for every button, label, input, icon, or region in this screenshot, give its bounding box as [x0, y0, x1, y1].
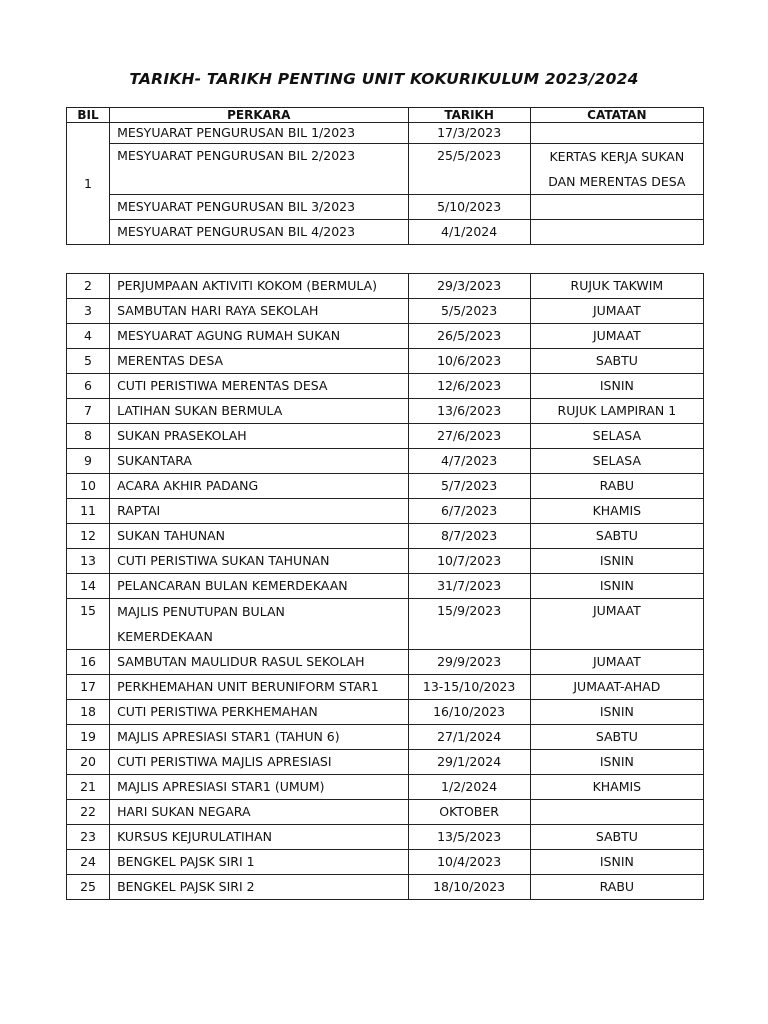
cell-perkara: SAMBUTAN MAULIDUR RASUL SEKOLAH	[110, 650, 408, 675]
table-row	[67, 524, 704, 549]
table-row	[67, 299, 704, 324]
table-row	[67, 424, 704, 449]
table-row	[67, 474, 704, 499]
cell-bil: 23	[67, 825, 110, 850]
cell-catatan: ISNIN	[530, 850, 703, 875]
cell-perkara: SUKAN TAHUNAN	[110, 524, 408, 549]
cell-catatan: ISNIN	[530, 549, 703, 574]
cell-catatan: SELASA	[530, 424, 703, 449]
perkara-line-2: KEMERDEKAAN	[117, 629, 213, 644]
cell-bil: 11	[67, 499, 110, 524]
cell-perkara: MERENTAS DESA	[110, 349, 408, 374]
cell-perkara: PERJUMPAAN AKTIVITI KOKOM (BERMULA)	[110, 274, 408, 299]
header-catatan: CATATAN	[530, 108, 703, 123]
table-header-row	[67, 108, 704, 123]
cell-bil: 12	[67, 524, 110, 549]
table-row	[67, 274, 704, 299]
cell-tarikh: 27/1/2024	[408, 725, 530, 750]
cell-bil: 3	[67, 299, 110, 324]
table-row	[67, 144, 704, 195]
cell-perkara: MAJLIS APRESIASI STAR1 (UMUM)	[110, 775, 408, 800]
cell-bil: 22	[67, 800, 110, 825]
cell-tarikh: 1/2/2024	[408, 775, 530, 800]
cell-tarikh: 18/10/2023	[408, 875, 530, 900]
table-row	[67, 324, 704, 349]
table-row	[67, 574, 704, 599]
cell-tarikh: 25/5/2023	[408, 144, 530, 195]
table-row	[67, 195, 704, 220]
cell-perkara: KURSUS KEJURULATIHAN	[110, 825, 408, 850]
cell-catatan: JUMAAT	[530, 324, 703, 349]
cell-tarikh: 13/5/2023	[408, 825, 530, 850]
cell-bil: 25	[67, 875, 110, 900]
cell-catatan: RABU	[530, 474, 703, 499]
perkara-line-1: MAJLIS PENUTUPAN BULAN	[117, 604, 285, 619]
cell-bil: 14	[67, 574, 110, 599]
cell-perkara: MESYUARAT PENGURUSAN BIL 3/2023	[110, 195, 408, 220]
table-row	[67, 775, 704, 800]
cell-tarikh: 29/9/2023	[408, 650, 530, 675]
cell-catatan: SELASA	[530, 449, 703, 474]
cell-perkara: CUTI PERISTIWA PERKHEMAHAN	[110, 700, 408, 725]
cell-perkara: LATIHAN SUKAN BERMULA	[110, 399, 408, 424]
cell-tarikh: 10/7/2023	[408, 549, 530, 574]
meetings-bil: 1	[67, 123, 110, 245]
cell-tarikh: 6/7/2023	[408, 499, 530, 524]
table-row	[67, 349, 704, 374]
cell-bil: 17	[67, 675, 110, 700]
table-row	[67, 549, 704, 574]
cell-catatan	[530, 800, 703, 825]
cell-bil: 21	[67, 775, 110, 800]
cell-catatan: SABTU	[530, 524, 703, 549]
cell-tarikh: 5/5/2023	[408, 299, 530, 324]
cell-catatan: JUMAAT-AHAD	[530, 675, 703, 700]
cell-catatan: KHAMIS	[530, 499, 703, 524]
cell-catatan	[530, 220, 703, 245]
cell-catatan: SABTU	[530, 349, 703, 374]
table-row	[67, 725, 704, 750]
table-row	[67, 449, 704, 474]
table-row	[67, 875, 704, 900]
table-row	[67, 825, 704, 850]
cell-tarikh: 4/7/2023	[408, 449, 530, 474]
cell-bil: 4	[67, 324, 110, 349]
cell-catatan: RUJUK TAKWIM	[530, 274, 703, 299]
cell-perkara: MESYUARAT AGUNG RUMAH SUKAN	[110, 324, 408, 349]
cell-tarikh: OKTOBER	[408, 800, 530, 825]
cell-tarikh: 10/4/2023	[408, 850, 530, 875]
cell-perkara: CUTI PERISTIWA SUKAN TAHUNAN	[110, 549, 408, 574]
cell-tarikh: 13/6/2023	[408, 399, 530, 424]
cell-bil: 24	[67, 850, 110, 875]
cell-tarikh: 5/10/2023	[408, 195, 530, 220]
cell-bil: 9	[67, 449, 110, 474]
cell-perkara: PELANCARAN BULAN KEMERDEKAAN	[110, 574, 408, 599]
cell-catatan	[530, 195, 703, 220]
meetings-table	[66, 107, 704, 245]
cell-catatan: RABU	[530, 875, 703, 900]
table-row	[67, 850, 704, 875]
cell-bil: 20	[67, 750, 110, 775]
cell-perkara: MAJLIS APRESIASI STAR1 (TAHUN 6)	[110, 725, 408, 750]
cell-bil: 7	[67, 399, 110, 424]
header-perkara: PERKARA	[110, 108, 408, 123]
table-row	[67, 675, 704, 700]
cell-tarikh: 27/6/2023	[408, 424, 530, 449]
cell-tarikh: 5/7/2023	[408, 474, 530, 499]
cell-bil: 6	[67, 374, 110, 399]
table-row	[67, 599, 704, 650]
table-row	[67, 499, 704, 524]
cell-bil: 2	[67, 274, 110, 299]
cell-catatan: ISNIN	[530, 374, 703, 399]
cell-catatan: ISNIN	[530, 574, 703, 599]
cell-bil: 18	[67, 700, 110, 725]
cell-perkara: SUKAN PRASEKOLAH	[110, 424, 408, 449]
cell-tarikh: 13-15/10/2023	[408, 675, 530, 700]
table-row	[67, 700, 704, 725]
cell-catatan: SABTU	[530, 825, 703, 850]
cell-tarikh: 16/10/2023	[408, 700, 530, 725]
cell-catatan: JUMAAT	[530, 650, 703, 675]
cell-tarikh: 4/1/2024	[408, 220, 530, 245]
cell-tarikh: 8/7/2023	[408, 524, 530, 549]
cell-perkara: MESYUARAT PENGURUSAN BIL 4/2023	[110, 220, 408, 245]
cell-catatan	[530, 144, 703, 195]
table-row	[67, 750, 704, 775]
cell-perkara: SUKANTARA	[110, 449, 408, 474]
cell-tarikh: 29/3/2023	[408, 274, 530, 299]
cell-perkara: RAPTAI	[110, 499, 408, 524]
cell-bil: 13	[67, 549, 110, 574]
cell-catatan: JUMAAT	[530, 299, 703, 324]
cell-perkara: BENGKEL PAJSK SIRI 2	[110, 875, 408, 900]
cell-tarikh: 10/6/2023	[408, 349, 530, 374]
cell-perkara: SAMBUTAN HARI RAYA SEKOLAH	[110, 299, 408, 324]
cell-bil: 16	[67, 650, 110, 675]
events-table	[66, 273, 704, 900]
table-row	[67, 374, 704, 399]
cell-perkara	[110, 599, 408, 650]
cell-tarikh: 12/6/2023	[408, 374, 530, 399]
cell-catatan: RUJUK LAMPIRAN 1	[530, 399, 703, 424]
cell-bil: 15	[67, 599, 110, 650]
table-row	[67, 123, 704, 144]
cell-tarikh: 29/1/2024	[408, 750, 530, 775]
cell-perkara: BENGKEL PAJSK SIRI 1	[110, 850, 408, 875]
cell-tarikh: 15/9/2023	[408, 599, 530, 650]
cell-catatan: KHAMIS	[530, 775, 703, 800]
cell-perkara: MESYUARAT PENGURUSAN BIL 1/2023	[110, 123, 408, 144]
cell-bil: 5	[67, 349, 110, 374]
page-title: TARIKH- TARIKH PENTING UNIT KOKURIKULUM 2023/2024	[129, 70, 639, 88]
cell-perkara: ACARA AKHIR PADANG	[110, 474, 408, 499]
catatan-line-2: DAN MERENTAS DESA	[548, 174, 686, 189]
cell-perkara: MESYUARAT PENGURUSAN BIL 2/2023	[110, 144, 408, 195]
table-row	[67, 650, 704, 675]
header-tarikh: TARIKH	[408, 108, 530, 123]
table-row	[67, 220, 704, 245]
cell-catatan	[530, 123, 703, 144]
cell-tarikh: 17/3/2023	[408, 123, 530, 144]
cell-catatan: ISNIN	[530, 750, 703, 775]
catatan-line-1: KERTAS KERJA SUKAN	[549, 149, 685, 164]
table-row	[67, 800, 704, 825]
cell-bil: 10	[67, 474, 110, 499]
cell-perkara: HARI SUKAN NEGARA	[110, 800, 408, 825]
cell-perkara: PERKHEMAHAN UNIT BERUNIFORM STAR1	[110, 675, 408, 700]
header-bil: BIL	[67, 108, 110, 123]
cell-perkara: CUTI PERISTIWA MERENTAS DESA	[110, 374, 408, 399]
cell-bil: 8	[67, 424, 110, 449]
cell-catatan: ISNIN	[530, 700, 703, 725]
cell-tarikh: 31/7/2023	[408, 574, 530, 599]
cell-perkara: CUTI PERISTIWA MAJLIS APRESIASI	[110, 750, 408, 775]
cell-catatan: SABTU	[530, 725, 703, 750]
cell-tarikh: 26/5/2023	[408, 324, 530, 349]
table-row	[67, 399, 704, 424]
cell-catatan: JUMAAT	[530, 599, 703, 650]
cell-bil: 19	[67, 725, 110, 750]
